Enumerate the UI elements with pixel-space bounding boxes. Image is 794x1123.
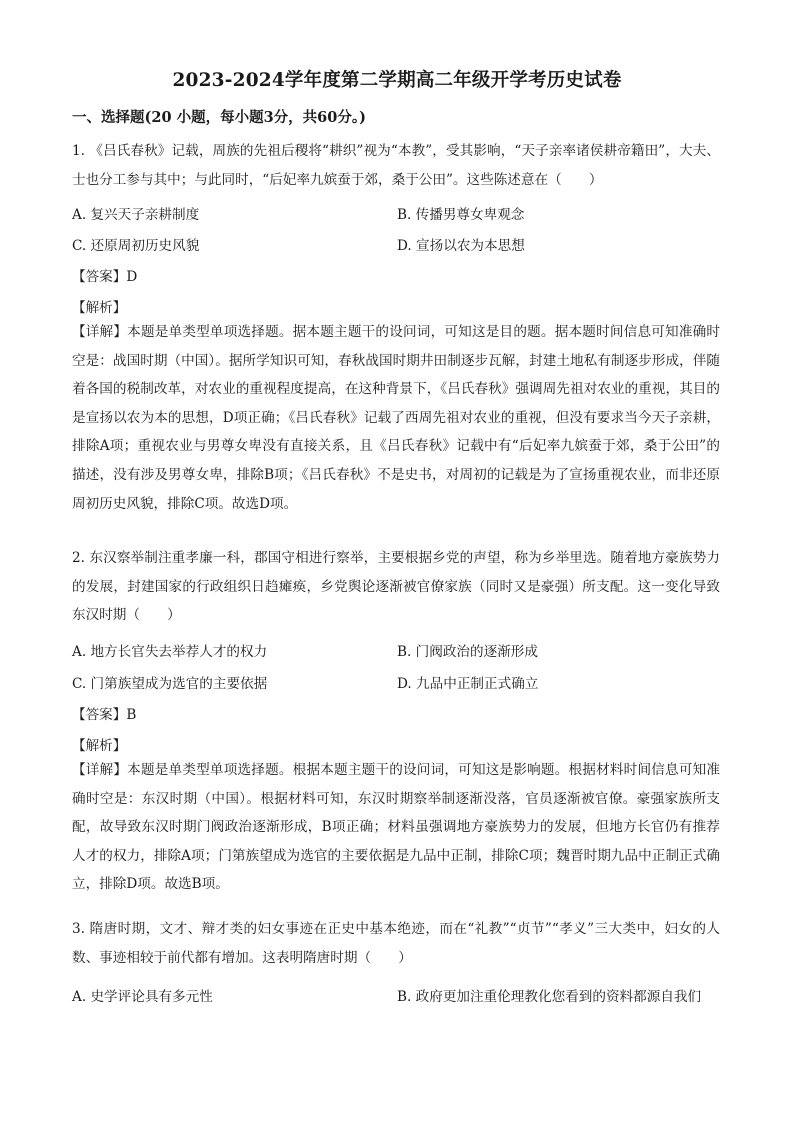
question-2-stem: 2. 东汉察举制注重孝廉一科，郡国守相进行察举，主要根据乡党的声望，称为乡举里选。随着地方豪族势力的发展，封建国家的行政组织日趋瘫痪，乡党舆论逐渐被官僚家族（同时又是豪强）所支配。这一变化导致东汉时期（ ） (72, 550, 720, 624)
question-2-detail: 【详解】本题是单类型单项选择题。根据本题主题干的设问词，可知这是影响题。根据材料时间信息可知准确时空是：东汉时期（中国）。根据材料可知，东汉时期察举制逐渐没落，官员逐渐被官僚。豪强家族所支配，故导致东汉时期门阀政治逐渐形成，B项正确；材料虽强调地方豪族势力的发展，但地方长官仍有推荐人才的权力，排除A项；门第族望成为选官的主要依据是九品中正制，排除C项；魏晋时期九品中正制正式确立，排除D项。故选B项。 (72, 762, 720, 893)
question-1-answer: 【答案】D (72, 269, 138, 285)
question-2-answer: 【答案】B (72, 707, 137, 723)
question-1-option-b: B. 传播男尊女卑观念 (397, 207, 525, 223)
question-2-analysis-label: 【解析】 (72, 738, 127, 754)
question-2-option-d: D. 九品中正制正式确立 (397, 676, 539, 692)
question-1-stem: 1. 《吕氏春秋》记载，周族的先祖后稷将“耕织”视为“本教”，受其影响，“天子亲率诸侯耕帝籍田”，大夫、士也分工参与其中；与此同时，“后妃率九嫔蚕于郊，桑于公田”。这些陈述意在（ ） (72, 143, 720, 188)
question-1-option-a: A. 复兴天子亲耕制度 (72, 207, 200, 223)
question-3-option-a: A. 史学评论具有多元性 (72, 989, 213, 1005)
question-1-option-d: D. 宣扬以农为本思想 (397, 238, 525, 254)
question-2-option-b: B. 门阀政治的逐渐形成 (397, 644, 538, 660)
question-2-option-a: A. 地方长官失去举荐人才的权力 (72, 644, 268, 660)
question-1-analysis-label: 【解析】 (72, 300, 127, 316)
page-title: 2023-2024学年度第二学期高二年级开学考历史试卷 (172, 70, 622, 91)
question-3-option-b: B. 政府更加注重伦理教化您看到的资料都源自我们 (397, 989, 702, 1005)
question-1-detail: 【详解】本题是单类型单项选择题。据本题主题干的设问词，可知这是目的题。据本题时间信息可知准确时空是：战国时期（中国）。据所学知识可知，春秋战国时期井田制逐步瓦解，封建土地私有制逐步形成，伴随着各国的税制改革，对农业的重视程度提高，在这种背景下，《吕氏春秋》强调周先祖对农业的重视，其目的是宣扬以农为本的思想，D项正确；《吕氏春秋》记载了西周先祖对农业的重视，但没有要求当今天子亲耕，排除A项；重视农业与男尊女卑没有直接关系，且《吕氏春秋》记载中有“后妃率九嫔蚕于郊，桑于公田”的描述，没有涉及男尊女卑，排除B项；《吕氏春秋》不是史书，对周初的记载是为了宣扬重视农业，而非还原周初历史风貌，排除C项。故选D项。 (72, 324, 720, 512)
question-2-option-c: C. 门第族望成为选官的主要依据 (72, 676, 268, 692)
section-heading: 一、选择题(20 小题，每小题3分，共60分。) (72, 109, 366, 126)
question-1-option-c: C. 还原周初历史风貌 (72, 238, 200, 254)
question-3-stem: 3. 隋唐时期，文才、辩才类的妇女事迹在正史中基本绝迹，而在“礼教”“贞节”“孝义”三大类中，妇女的人数、事迹相较于前代都有增加。这表明隋唐时期（ ） (72, 921, 720, 966)
